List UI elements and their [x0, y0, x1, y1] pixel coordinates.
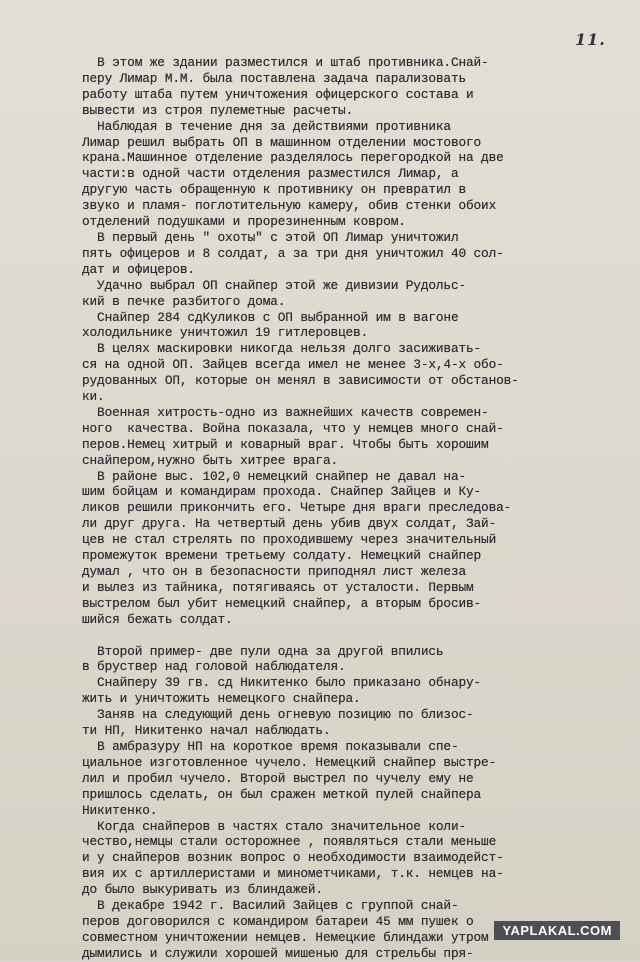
text-line: лил и пробил чучело. Второй выстрел по чучелу ему не — [82, 770, 474, 786]
text-line: Военная хитрость-одно из важнейших качеств современ- — [82, 404, 489, 420]
text-line: до было выкуривать из блиндажей. — [82, 882, 323, 898]
text-line: В декабре 1942 г. Василий Зайцев с группой снай- — [82, 898, 459, 914]
text-line: перов договорился с командиром батареи 45 мм пушек о — [82, 913, 474, 929]
text-line: В амбразуру НП на короткое время показывали спе- — [82, 738, 459, 754]
text-line: циальное изготовленное чучело. Немецкий снайпер выстре- — [82, 754, 497, 770]
text-line: в бруствер над головой наблюдателя. — [82, 659, 346, 675]
page-number: 11. — [575, 30, 606, 49]
text-line: чество,немцы стали осторожнее , появляться стали меньше — [82, 834, 497, 850]
text-line: пришлось сделать, он был сражен меткой пулей снайпера — [82, 786, 482, 802]
text-line: Никитенко. — [82, 802, 158, 818]
text-line: пять офицеров и 8 солдат, а за три дня уничтожил 40 сол- — [82, 245, 504, 261]
text-line: промежуток времени третьему солдату. Немецкий снайпер — [82, 548, 482, 564]
text-line: Удачно выбрал ОП снайпер этой же дивизии Рудольс- — [82, 277, 466, 293]
text-line: звуко и пламя- поглотительную камеру, обив стенки обоих — [82, 198, 497, 214]
text-line: дат и офицеров. — [82, 261, 195, 277]
text-line: и у снайперов возник вопрос о необходимости взаимодейст- — [82, 850, 504, 866]
text-line: ся на одной ОП. Зайцев всегда имел не менее 3-х,4-х обо- — [82, 357, 504, 373]
text-line: В этом же здании разместился и штаб противника.Снай- — [82, 55, 489, 70]
text-line: холодильнике уничтожил 19 гитлеровцев. — [82, 325, 369, 341]
text-line: Второй пример- две пули одна за другой впились — [82, 643, 444, 659]
text-line: ки. — [82, 389, 105, 405]
text-line: другую часть обращенную к противнику он превратил в — [82, 182, 466, 198]
text-line: дымились и служили хорошей мишенью для стрельбы пря- — [82, 945, 474, 961]
text-line: шийся бежать солдат. — [82, 611, 233, 627]
site-watermark: YAPLAKAL.COM — [494, 921, 620, 940]
text-line: В районе выс. 102,0 немецкий снайпер не давал на- — [82, 468, 466, 484]
text-line: кий в печке разбитого дома. — [82, 293, 286, 309]
text-line: Лимар решил выбрать ОП в машинном отделении мостового — [82, 134, 482, 150]
text-line: ного качества. Война показала, что у немцев много снай- — [82, 420, 504, 436]
text-line: и вылез из тайника, потягиваясь от усталости. Первым — [82, 579, 474, 595]
text-line: шим бойцам и командирам прохода. Снайпер Зайцев и Ку- — [82, 484, 482, 500]
text-line: Заняв на следующий день огневую позицию по близос- — [82, 707, 474, 723]
text-line: работу штаба путем уничтожения офицерского состава и — [82, 86, 474, 102]
text-line: Снайперу 39 гв. сд Никитенко было приказано обнару- — [82, 675, 482, 691]
text-line: крана.Машинное отделение разделялось перегородкой на две — [82, 150, 504, 166]
text-line: ликов решили прикончить его. Четыре дня враги преследова- — [82, 500, 512, 516]
text-line — [82, 628, 622, 644]
text-line: рудованных ОП, которые он менял в зависимости от обстанов- — [82, 373, 519, 389]
text-line: перов.Немец хитрый и коварный враг. Чтобы быть хорошим — [82, 436, 489, 452]
text-line: цев не стал стрелять по проходившему через значительный — [82, 532, 497, 548]
text-line: В первый день " охоты" с этой ОП Лимар уничтожил — [82, 229, 459, 245]
text-line: жить и уничтожить немецкого снайпера. — [82, 691, 361, 707]
text-line: В целях маскировки никогда нельзя долго засиживать- — [82, 341, 482, 357]
text-line: выстрелом был убит немецкий снайпер, а вторым бросив- — [82, 595, 482, 611]
text-line: отделений подушками и прорезиненным ковром. — [82, 214, 406, 230]
text-line: Когда снайперов в частях стало значительное коли- — [82, 818, 466, 834]
text-line: ли друг друга. На четвертый день убив двух солдат, Зай- — [82, 516, 497, 532]
text-line: снайпером,нужно быть хитрее врага. — [82, 452, 338, 468]
text-line: Наблюдая в течение дня за действиями противника — [82, 118, 451, 134]
text-line: части:в одной части отделения разместился Лимар, а — [82, 166, 459, 182]
text-line: совместном уничтожении немцев. Немецкие блиндажи утром — [82, 929, 489, 945]
text-line: Снайпер 284 сдКуликов с ОП выбранной им в вагоне — [82, 309, 459, 325]
text-line: думал , что он в безопасности приподнял лист железа — [82, 564, 466, 579]
text-line: вия их с артиллеристами и минометчиками, т.к. немцев на- — [82, 866, 504, 882]
text-line: вывести из строя пулеметные расчеты. — [82, 102, 354, 118]
text-line: ти НП, Никитенко начал наблюдать. — [82, 723, 331, 739]
text-line: перу Лимар М.М. была поставлена задача парализовать — [82, 70, 466, 86]
typewritten-text-body — [82, 55, 622, 962]
